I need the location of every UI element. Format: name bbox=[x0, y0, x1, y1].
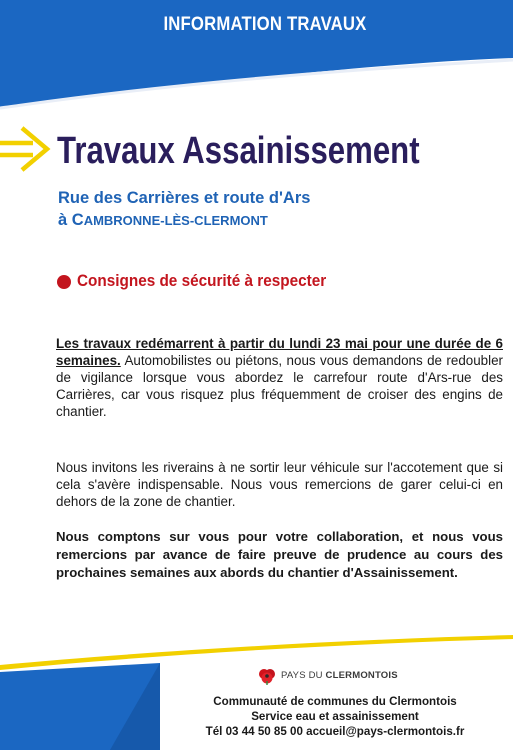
section-heading: Consignes de sécurité à respecter bbox=[77, 271, 327, 290]
paragraph-1-body: Automobilistes ou piétons, nous vous demandons de redoubler de vigilance lorsque vous abordez le carrefour route d'Ars-rue des Carrières, car vous risquez plus fréquemment de croiser des engins de chantier. bbox=[56, 353, 503, 419]
footer-organisation: Communauté de communes du Clermontois bbox=[213, 695, 457, 708]
subtitle-town-initial: C bbox=[71, 211, 84, 229]
subtitle-street: Rue des Carrières et route d'Ars bbox=[58, 189, 311, 207]
footer-contact bbox=[165, 694, 505, 739]
paragraph-2: Nous invitons les riverains à ne sortir leur véhicule sur l'accotement que si cela s'avère indispensable. Nous vous remercions de garer celui-ci en dehors de la zone de chantier. bbox=[56, 460, 503, 509]
footer-service: Service eau et assainissement bbox=[251, 710, 419, 723]
subtitle-town bbox=[58, 209, 310, 232]
footer-phone-email: Tél 03 44 50 85 00 accueil@pays-clermontois.fr bbox=[205, 725, 465, 738]
logo-text bbox=[281, 670, 398, 681]
subtitle bbox=[58, 187, 310, 232]
paragraph-1 bbox=[56, 335, 503, 420]
paragraph-1-lead: Les travaux redémarrent à partir du lundi 23 mai pour une durée de 6 semaines. bbox=[56, 336, 503, 368]
poppy-icon bbox=[258, 667, 276, 685]
page-title: Travaux Assainissement bbox=[57, 130, 420, 172]
subtitle-town-prefix: à bbox=[58, 211, 72, 229]
pays-du-clermontois-logo bbox=[254, 665, 406, 687]
header-title: INFORMATION TRAVAUX bbox=[163, 14, 367, 35]
logo-name: CLERMONTOIS bbox=[325, 670, 398, 681]
bullet-icon bbox=[57, 275, 71, 289]
paragraph-3: Nous comptons sur vous pour votre collaboration, et nous vous remercions par avance de faire preuve de prudence au cours des prochaines semaines aux abords du chantier d'Assainissement. bbox=[56, 529, 503, 580]
logo-prefix: PAYS DU bbox=[281, 670, 326, 681]
arrow-right-icon bbox=[0, 124, 52, 174]
subtitle-town-name: AMBRONNE-LÈS-CLERMONT bbox=[83, 213, 268, 228]
